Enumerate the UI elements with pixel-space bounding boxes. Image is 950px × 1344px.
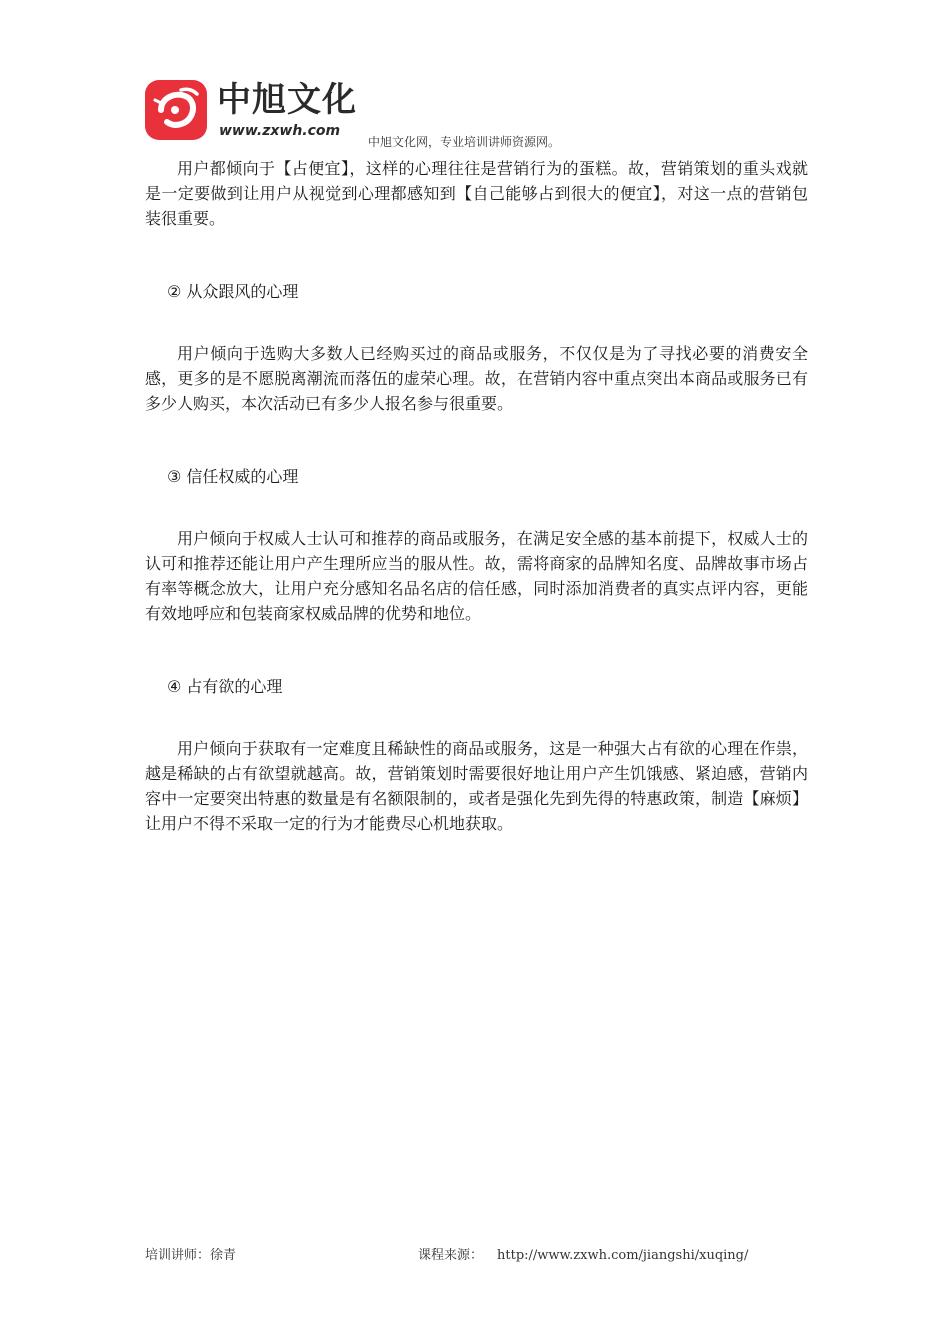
- section-heading: ④ 占有欲的心理: [167, 677, 283, 696]
- dragon-logo-icon: [145, 80, 207, 140]
- footer-source-label: 课程来源：: [418, 1248, 484, 1263]
- section-heading: ② 从众跟风的心理: [167, 282, 299, 301]
- footer-source-link[interactable]: http://www.zxwh.com/jiangshi/xuqing/: [497, 1248, 749, 1263]
- section-paragraph: 用户倾向于选购大多数人已经购买过的商品或服务，不仅仅是为了寻找必要的消费安全感，更多的是不愿脱离潮流而落伍的虚荣心理。故，在营销内容中重点突出本商品或服务已有多少人购买，本次活动已有多少人报名参与很重要。: [145, 344, 808, 413]
- section-paragraph: 用户倾向于获取有一定难度且稀缺性的商品或服务，这是一种强大占有欲的心理在作祟，越是稀缺的占有欲望就越高。故，营销策划时需要很好地让用户产生饥饿感、紧迫感，营销内容中一定要突出特惠的数量是有名额限制的，或者是强化先到先得的特惠政策，制造【麻烦】让用户不得不采取一定的行为才能费尽心机地获取。: [145, 739, 808, 833]
- logo-url: www.zxwh.com: [219, 123, 341, 139]
- header-tagline: 中旭文化网，专业培训讲师资源网。: [368, 135, 561, 149]
- logo-title: 中旭文化: [217, 80, 357, 120]
- article-body: [145, 156, 808, 836]
- intro-paragraph: 用户都倾向于【占便宜】，这样的心理往往是营销行为的蛋糕。故，营销策划的重头戏就是一定要做到让用户从视觉到心理都感知到【自己能够占到很大的便宜】，对这一点的营销包装很重要。: [145, 159, 808, 228]
- footer-source: [418, 1246, 748, 1266]
- section-paragraph: 用户倾向于权威人士认可和推荐的商品或服务，在满足安全感的基本前提下，权威人士的认可和推荐还能让用户产生理所应当的服从性。故，需将商家的品牌知名度、品牌故事市场占有率等概念放大，让用户充分感知名品名店的信任感，同时添加消费者的真实点评内容，更能有效地呼应和包装商家权威品牌的优势和地位。: [145, 529, 808, 623]
- site-logo[interactable]: [145, 80, 355, 142]
- section-heading: ③ 信任权威的心理: [167, 467, 299, 486]
- footer-lecturer: 培训讲师：徐青: [145, 1248, 237, 1263]
